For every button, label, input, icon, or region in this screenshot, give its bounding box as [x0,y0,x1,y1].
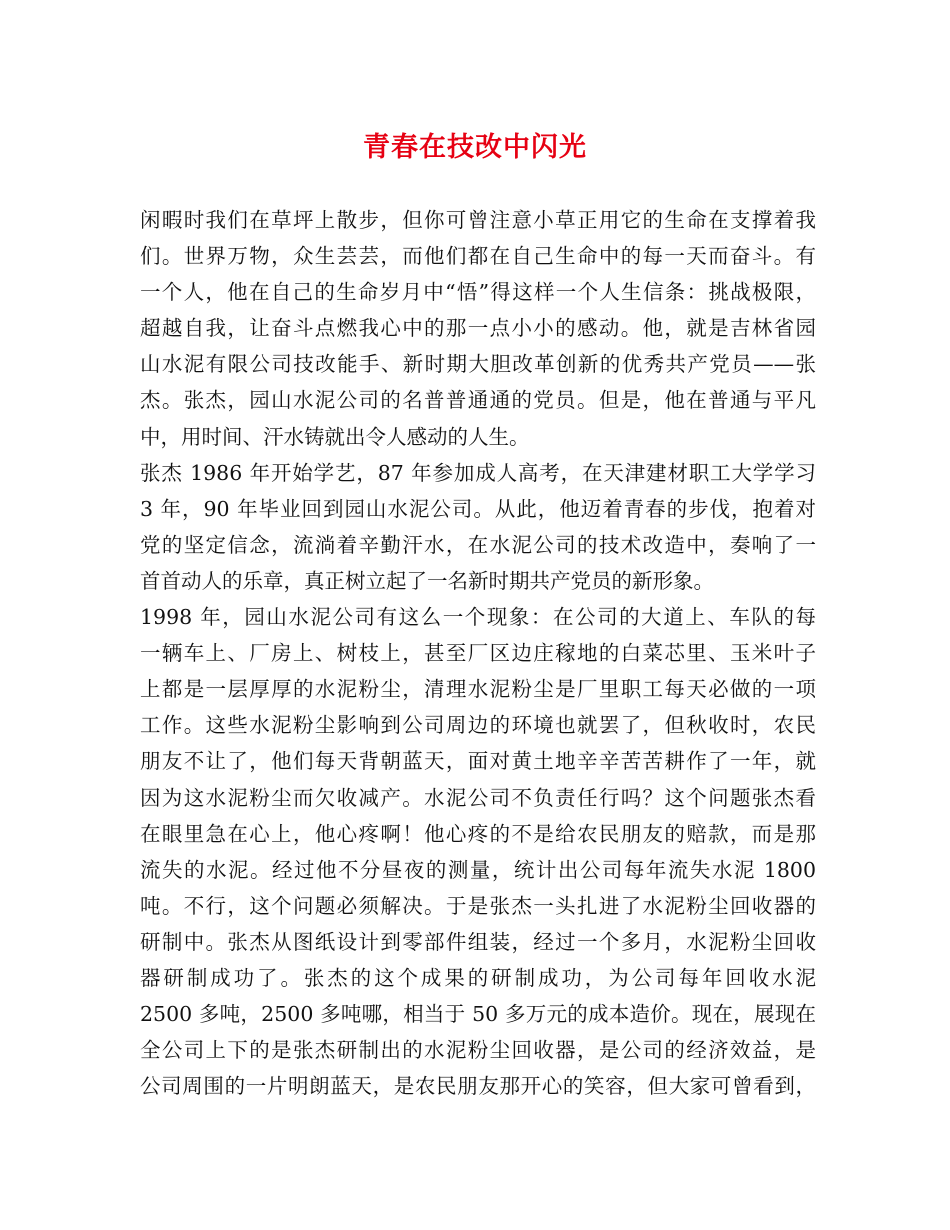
text-line: 3 年，90 年毕业回到园山水泥公司。从此，他迈着青春的步伐，抱着对 [140,496,816,521]
text-line: 全公司上下的是张杰研制出的水泥粉尘回收器，是公司的经济效益，是 [140,1038,816,1063]
text-line: 们。世界万物，众生芸芸，而他们都在自己生命中的每一天而奋斗。有 [140,244,816,269]
text-line: 张杰 1986 年开始学艺，87 年参加成人高考，在天津建材职工大学学习 [140,460,816,485]
text-line: 一个人，他在自己的生命岁月中“悟”得这样一个人生信条：挑战极限， [140,280,816,305]
text-line: 流失的水泥。经过他不分昼夜的测量，统计出公司每年流失水泥 1800 [140,857,816,882]
text-line: 杰。张杰，园山水泥公司的名普普通通的党员。但是，他在普通与平凡 [140,388,816,413]
text-line: 因为这水泥粉尘而欠收减产。水泥公司不负责任行吗？这个问题张杰看 [140,785,816,810]
text-line: 上都是一层厚厚的水泥粉尘，清理水泥粉尘是厂里职工每天必做的一项 [140,677,816,702]
text-line: 吨。不行，这个问题必须解决。于是张杰一头扎进了水泥粉尘回收器的 [140,893,816,918]
text-line: 一辆车上、厂房上、树枝上，甚至厂区边庄稼地的白菜芯里、玉米叶子 [140,641,816,666]
text-line: 公司周围的一片明朗蓝天，是农民朋友那开心的笑容，但大家可曾看到， [140,1074,816,1099]
text-line: 研制中。张杰从图纸设计到零部件组装，经过一个多月，水泥粉尘回收 [140,929,816,954]
text-line: 党的坚定信念，流淌着辛勤汗水，在水泥公司的技术改造中，奏响了一 [140,532,816,557]
text-line: 1998 年，园山水泥公司有这么一个现象：在公司的大道上、车队的每 [140,605,816,630]
text-line: 在眼里急在心上，他心疼啊！他心疼的不是给农民朋友的赔款，而是那 [140,821,816,846]
text-line: 器研制成功了。张杰的这个成果的研制成功，为公司每年回收水泥 [140,965,816,990]
text-line: 朋友不让了，他们每天背朝蓝天，面对黄土地辛辛苦苦耕作了一年，就 [140,749,816,774]
text-line: 山水泥有限公司技改能手、新时期大胆改革创新的优秀共产党员——张 [140,352,816,377]
text-line: 首首动人的乐章，真正树立起了一名新时期共产党员的新形象。 [140,568,714,593]
text-line: 中，用时间、汗水铸就出令人感动的人生。 [140,424,530,449]
text-line: 工作。这些水泥粉尘影响到公司周边的环境也就罢了，但秋收时，农民 [140,713,816,738]
text-line: 闲暇时我们在草坪上散步，但你可曾注意小草正用它的生命在支撑着我 [140,208,816,232]
text-line: 超越自我，让奋斗点燃我心中的那一点小小的感动。他，就是吉林省园 [140,316,816,341]
text-line: 2500 多吨，2500 多吨哪，相当于 50 多万元的成本造价。现在，展现在 [140,1002,816,1027]
document-title: 青春在技改中闪光 [363,132,587,163]
document-body [140,202,816,1104]
